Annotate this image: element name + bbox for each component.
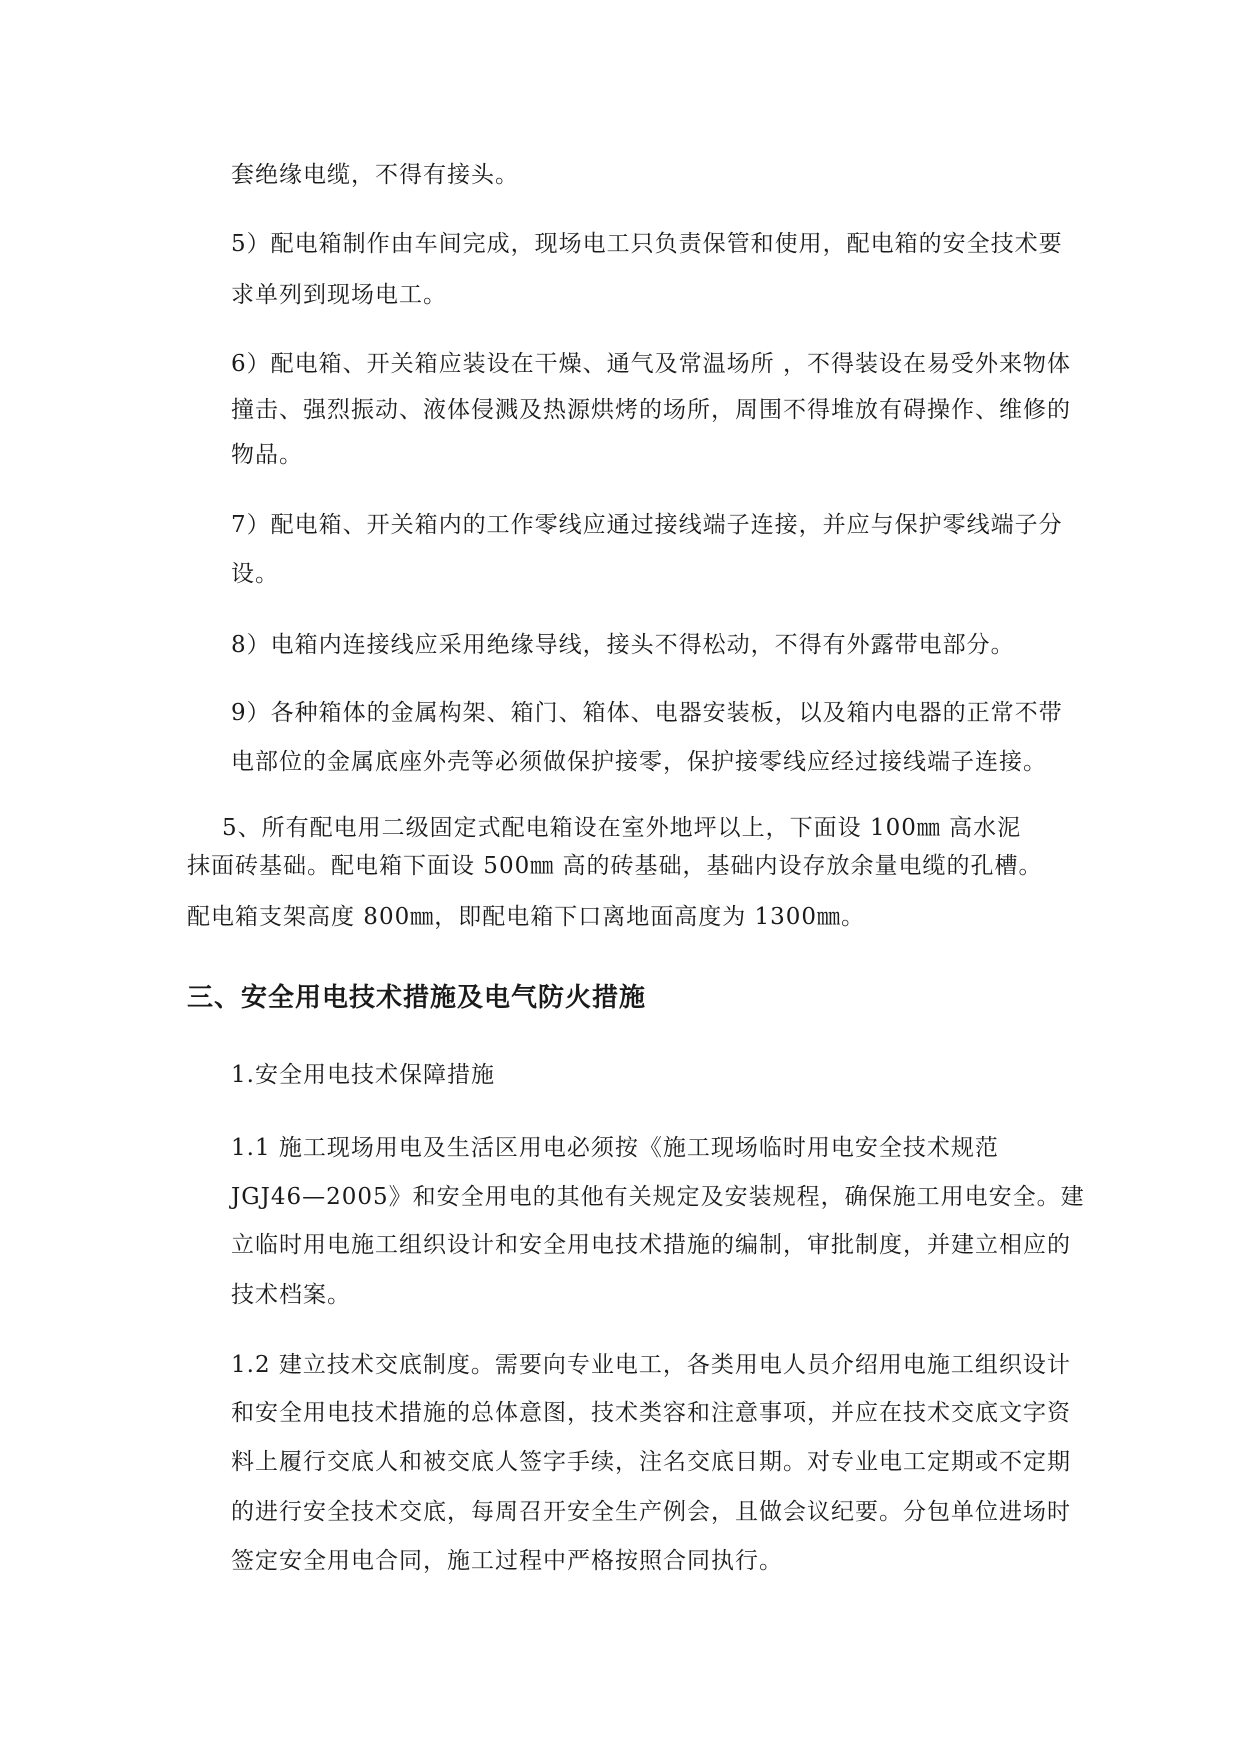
text-line: 料上履行交底人和被交底人签字手续，注名交底日期。对专业电工定期或不定期: [231, 1449, 1071, 1475]
text-line: 6）配电箱、开关箱应装设在干燥、通气及常温场所 ，不得装设在易受外来物体: [231, 351, 1071, 377]
text-line: JGJ46—2005》和安全用电的其他有关规定及安装规程，确保施工用电安全。建: [231, 1184, 1085, 1210]
text-line: 5、所有配电用二级固定式配电箱设在室外地坪以上，下面设 100㎜ 高水泥: [222, 815, 1022, 841]
text-line: 9）各种箱体的金属构架、箱门、箱体、电器安装板，以及箱内电器的正常不带: [231, 700, 1063, 726]
text-line: 立临时用电施工组织设计和安全用电技术措施的编制，审批制度，并建立相应的: [231, 1232, 1071, 1258]
text-line: 8）电箱内连接线应采用绝缘导线，接头不得松动，不得有外露带电部分。: [231, 632, 1015, 658]
text-line: 1.1 施工现场用电及生活区用电必须按《施工现场临时用电安全技术规范: [231, 1135, 999, 1161]
text-line: 签定安全用电合同，施工过程中严格按照合同执行。: [231, 1548, 783, 1574]
text-line: 撞击、强烈振动、液体侵溅及热源烘烤的场所，周围不得堆放有碍操作、维修的: [231, 397, 1071, 423]
subsection-title: 1.安全用电技术保障措施: [231, 1062, 495, 1088]
text-line: 7）配电箱、开关箱内的工作零线应通过接线端子连接，并应与保护零线端子分: [231, 512, 1063, 538]
text-line: 套绝缘电缆，不得有接头。: [231, 162, 519, 188]
text-line: 抹面砖基础。配电箱下面设 500㎜ 高的砖基础，基础内设存放余量电缆的孔槽。: [187, 853, 1043, 879]
section-heading: 三、安全用电技术措施及电气防火措施: [187, 983, 647, 1013]
text-line: 技术档案。: [231, 1282, 351, 1308]
text-line: 1.2 建立技术交底制度。需要向专业电工，各类用电人员介绍用电施工组织设计: [231, 1352, 1071, 1378]
text-line: 设。: [231, 561, 279, 587]
text-line: 和安全用电技术措施的总体意图，技术类容和注意事项，并应在技术交底文字资: [231, 1400, 1071, 1426]
text-line: 5）配电箱制作由车间完成，现场电工只负责保管和使用，配电箱的安全技术要: [231, 231, 1063, 257]
text-line: 物品。: [231, 442, 303, 468]
text-line: 的进行安全技术交底，每周召开安全生产例会，且做会议纪要。分包单位进场时: [231, 1499, 1071, 1525]
text-line: 求单列到现场电工。: [231, 282, 447, 308]
text-line: 电部位的金属底座外壳等必须做保护接零，保护接零线应经过接线端子连接。: [231, 749, 1047, 775]
text-line: 配电箱支架高度 800㎜，即配电箱下口离地面高度为 1300㎜。: [187, 904, 866, 930]
